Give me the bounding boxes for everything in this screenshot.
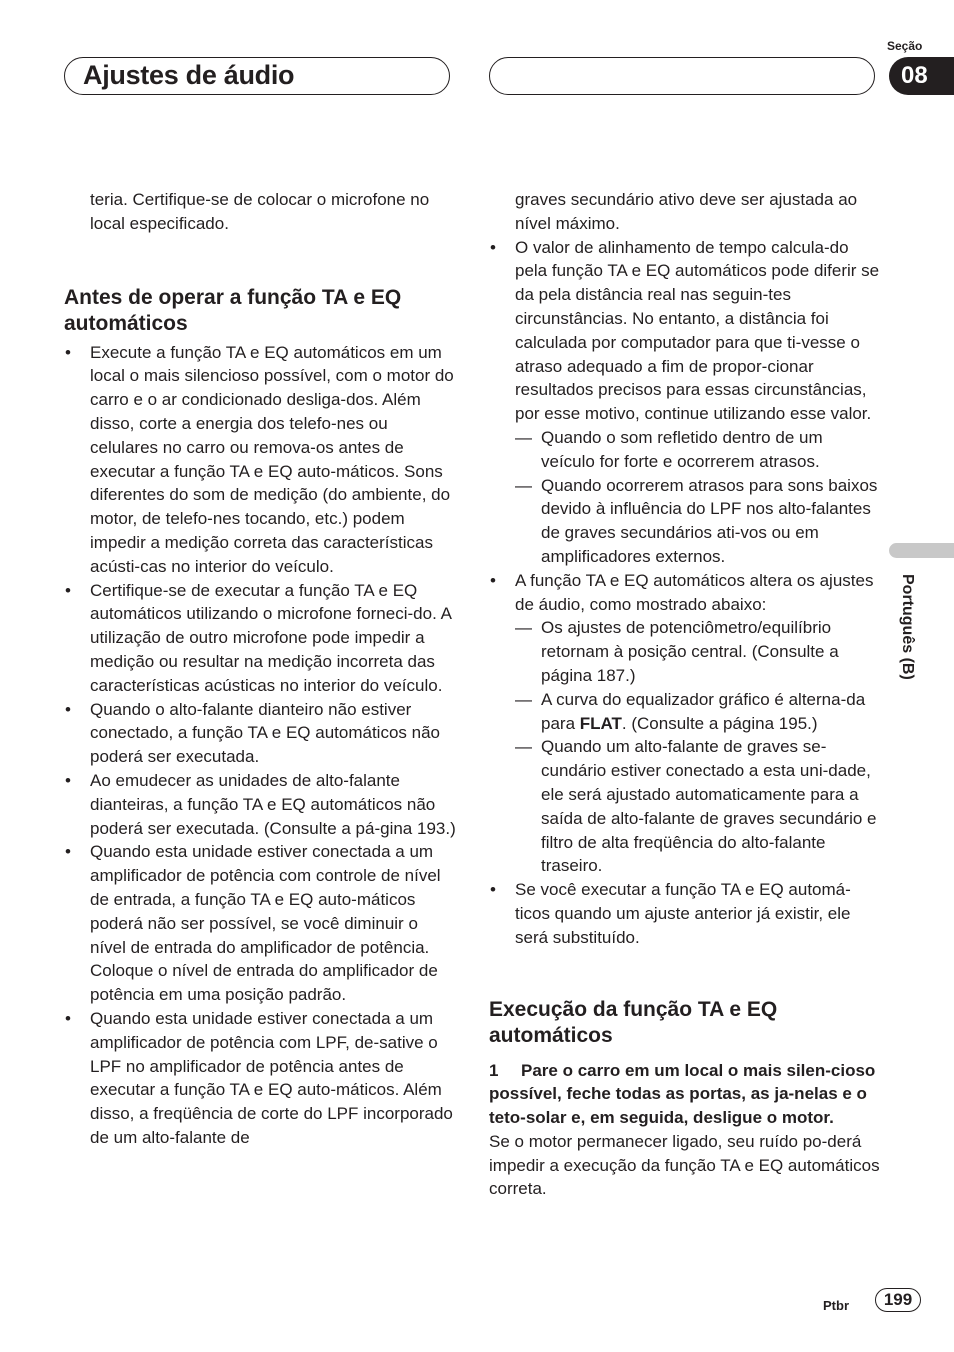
- list-item: • Ao emudecer as unidades de alto-falante dianteiras, a função TA e EQ automáticos não poderá ser executada. (Consulte a pá-gina 193.): [64, 769, 456, 840]
- list-item: • Quando o alto-falante dianteiro não estiver conectado, a função TA e EQ automáticos não poderá ser executada.: [64, 698, 456, 769]
- list-item: • Execute a função TA e EQ automáticos em um local o mais silencioso possível, com o motor do carro e o ar condicionado desliga-dos. Além disso, corte a energia dos telefo-nes ou celulares no carro ou remova-os antes de executar a função TA e EQ auto-máticos. Sons diferentes do som de medição (do ambiente, do motor, de telefo-nes tocando, etc.) podem impedir a medição correta das características acústi-cas no interior do veículo.: [64, 341, 456, 579]
- sub-list-item: — Os ajustes de potenciômetro/equilíbrio retornam à posição central. (Consulte a página 187.): [489, 616, 881, 687]
- intro-text: teria. Certifique-se de colocar o microfone no local especificado.: [90, 190, 430, 233]
- left-column: [64, 188, 456, 1150]
- section-label: Seção: [887, 39, 923, 53]
- list-item: • Quando esta unidade estiver conectada a um amplificador de potência com controle de nível de entrada, a função TA e EQ auto-máticos poderá não ser possível, se você diminuir o nível de entrada do amplificador de potência. Coloque o nível de entrada do amplificador de potência em uma posição padrão.: [64, 840, 456, 1007]
- footer-language-code: Ptbr: [823, 1298, 849, 1313]
- page-number: 199: [875, 1288, 921, 1312]
- list-item: • Certifique-se de executar a função TA e EQ automáticos utilizando o microfone forneci-do. A utilização de outro microfone pode impedir a medição ou resultar na medição incorreta das características acústicas no interior do veículo.: [64, 579, 456, 698]
- sub-list-text: A curva do equalizador gráfico é alterna-da para: [541, 689, 866, 733]
- step-text: Pare o carro em um local o mais silen-cioso possível, feche todas as portas, as ja-nelas e o teto-solar e, em seguida, desligue o motor.: [489, 1060, 876, 1128]
- flat-setting-label: FLAT: [579, 713, 622, 733]
- sub-list-text: . (Consulte a página 195.): [621, 713, 818, 733]
- section-heading-execution: Execução da função TA e EQ automáticos: [489, 997, 778, 1047]
- list-item: • Quando esta unidade estiver conectada a um amplificador de potência com LPF, de-sative o LPF no amplificador de potência antes de executar a função TA e EQ auto-máticos. Além disso, a freqüência de corte do LPF incorporado de um alto-falante de: [64, 1007, 456, 1150]
- chapter-title-frame: [64, 57, 450, 95]
- sub-list-item: [489, 688, 881, 736]
- list-item: • O valor de alinhamento de tempo calcula-do pela função TA e EQ automáticos pode diferir se da pela distância real nas seguin-tes circunstâncias. No entanto, a distância foi calculada por computador para que ti-vesse o atraso adequado a fim de propor-cionar resultados precisos para essas circunstâncias, por esse motivo, continue utilizando esse valor.: [489, 236, 881, 426]
- step-note: Se o motor permanecer ligado, seu ruído po-derá impedir a execução da função TA e EQ automáticos correta.: [489, 1131, 880, 1199]
- step-instruction: [489, 1059, 881, 1130]
- section-number-badge: 08: [889, 57, 954, 95]
- sub-list-item: — Quando o som refletido dentro de um veículo for forte e ocorrerem atrasos.: [489, 426, 881, 474]
- list-item: • Se você executar a função TA e EQ automá-ticos quando um ajuste anterior já existir, ele será substituído.: [489, 878, 881, 949]
- sub-list-item: — Quando um alto-falante de graves se-cundário estiver conectado a esta uni-dade, ele será ajustado automaticamente para a saída de alto-falante de graves secundário e filtro de alta freqüência do alto-falante traseiro.: [489, 735, 881, 878]
- list-item: • A função TA e EQ automáticos altera os ajustes de áudio, como mostrado abaixo:: [489, 569, 881, 617]
- chapter-title: Ajustes de áudio: [83, 60, 295, 90]
- right-column: [489, 188, 881, 1201]
- header-right-frame: [489, 57, 875, 95]
- step-number: 1: [489, 1060, 499, 1080]
- continuation-text: graves secundário ativo deve ser ajustada ao nível máximo.: [515, 190, 858, 233]
- language-tab: [889, 543, 954, 558]
- language-label: Português (B): [899, 574, 916, 680]
- section-heading-before: Antes de operar a função TA e EQ automáticos: [64, 285, 402, 335]
- sub-list-item: — Quando ocorrerem atrasos para sons baixos devido à influência do LPF nos alto-falantes de graves secundários ati-vos ou em amplificadores externos.: [489, 474, 881, 569]
